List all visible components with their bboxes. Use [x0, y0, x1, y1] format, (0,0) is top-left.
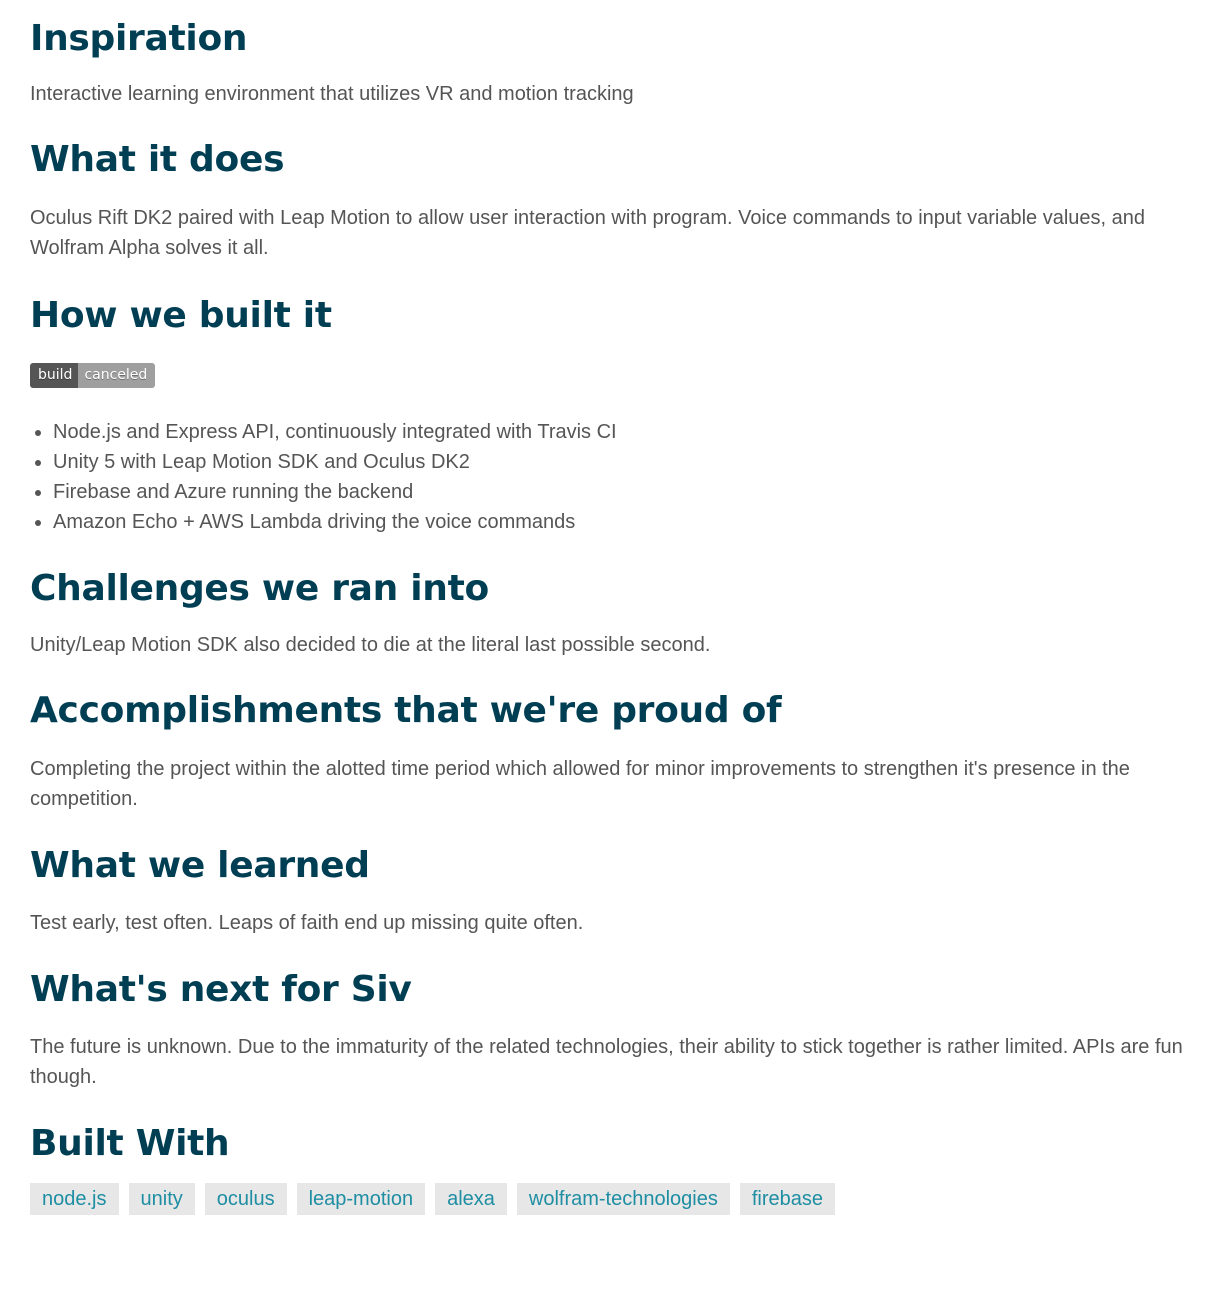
badge-status: canceled: [78, 363, 155, 388]
text-whats-next: The future is unknown. Due to the immaturity of the related technologies, their ability to stick together is rather limited. APIs are fun though.: [30, 1036, 1183, 1088]
tag-item: [205, 1183, 287, 1215]
tag-link-firebase[interactable]: firebase: [751, 1188, 824, 1210]
text-what-it-does: Oculus Rift DK2 paired with Leap Motion to allow user interaction with program. Voice commands to input variable values, and Wolfram Alpha solves it all.: [30, 207, 1146, 259]
heading-built-with: Built With: [30, 1123, 230, 1164]
tag-item: [30, 1183, 119, 1215]
tag-link-oculus[interactable]: oculus: [216, 1188, 275, 1210]
tag-item: [740, 1183, 835, 1215]
tag-item: [129, 1183, 195, 1215]
tag-link-nodejs[interactable]: node.js: [42, 1188, 107, 1210]
section-whats-next: [30, 968, 1188, 1092]
heading-inspiration: Inspiration: [30, 18, 248, 59]
text-challenges: Unity/Leap Motion SDK also decided to die at the literal last possible second.: [30, 634, 711, 656]
section-what-we-learned: [30, 844, 1188, 938]
section-challenges: [30, 567, 1188, 660]
section-what-it-does: [30, 138, 1188, 263]
tag-link-unity[interactable]: unity: [140, 1188, 183, 1210]
heading-whats-next: What's next for Siv: [30, 969, 412, 1010]
tag-link-wolfram-technologies[interactable]: wolfram-technologies: [528, 1188, 718, 1210]
heading-what-we-learned: What we learned: [30, 845, 370, 886]
text-what-we-learned: Test early, test often. Leaps of faith end up missing quite often.: [30, 912, 584, 934]
section-built-with: [30, 1122, 1188, 1215]
list-item: • Firebase and Azure running the backend: [53, 477, 1188, 507]
heading-accomplishments: Accomplishments that we're proud of: [30, 690, 782, 731]
tag-link-alexa[interactable]: alexa: [447, 1188, 495, 1210]
heading-challenges: Challenges we ran into: [30, 568, 489, 609]
list-item: • Node.js and Express API, continuously integrated with Travis CI: [53, 417, 1188, 447]
section-inspiration: [30, 0, 1188, 109]
text-accomplishments: Completing the project within the alotted time period which allowed for minor improvements to strengthen it's presence in the competition.: [30, 758, 1130, 810]
text-inspiration: Interactive learning environment that utilizes VR and motion tracking: [30, 83, 634, 105]
build-status-badge[interactable]: [30, 363, 155, 388]
section-accomplishments: [30, 689, 1188, 814]
heading-what-it-does: What it does: [30, 139, 285, 180]
built-with-tags: [30, 1183, 1188, 1215]
tag-link-leap-motion[interactable]: leap-motion: [308, 1188, 414, 1210]
heading-how-we-built-it: How we built it: [30, 295, 332, 336]
tag-item: [297, 1183, 426, 1215]
tag-item: [517, 1183, 730, 1215]
list-item: • Unity 5 with Leap Motion SDK and Oculus DK2: [53, 447, 1188, 477]
section-how-we-built-it: [30, 294, 1188, 537]
badge-label: build: [30, 363, 78, 388]
list-item: • Amazon Echo + AWS Lambda driving the voice commands: [53, 507, 1188, 537]
tag-item: [435, 1183, 507, 1215]
build-list: [30, 417, 1188, 537]
